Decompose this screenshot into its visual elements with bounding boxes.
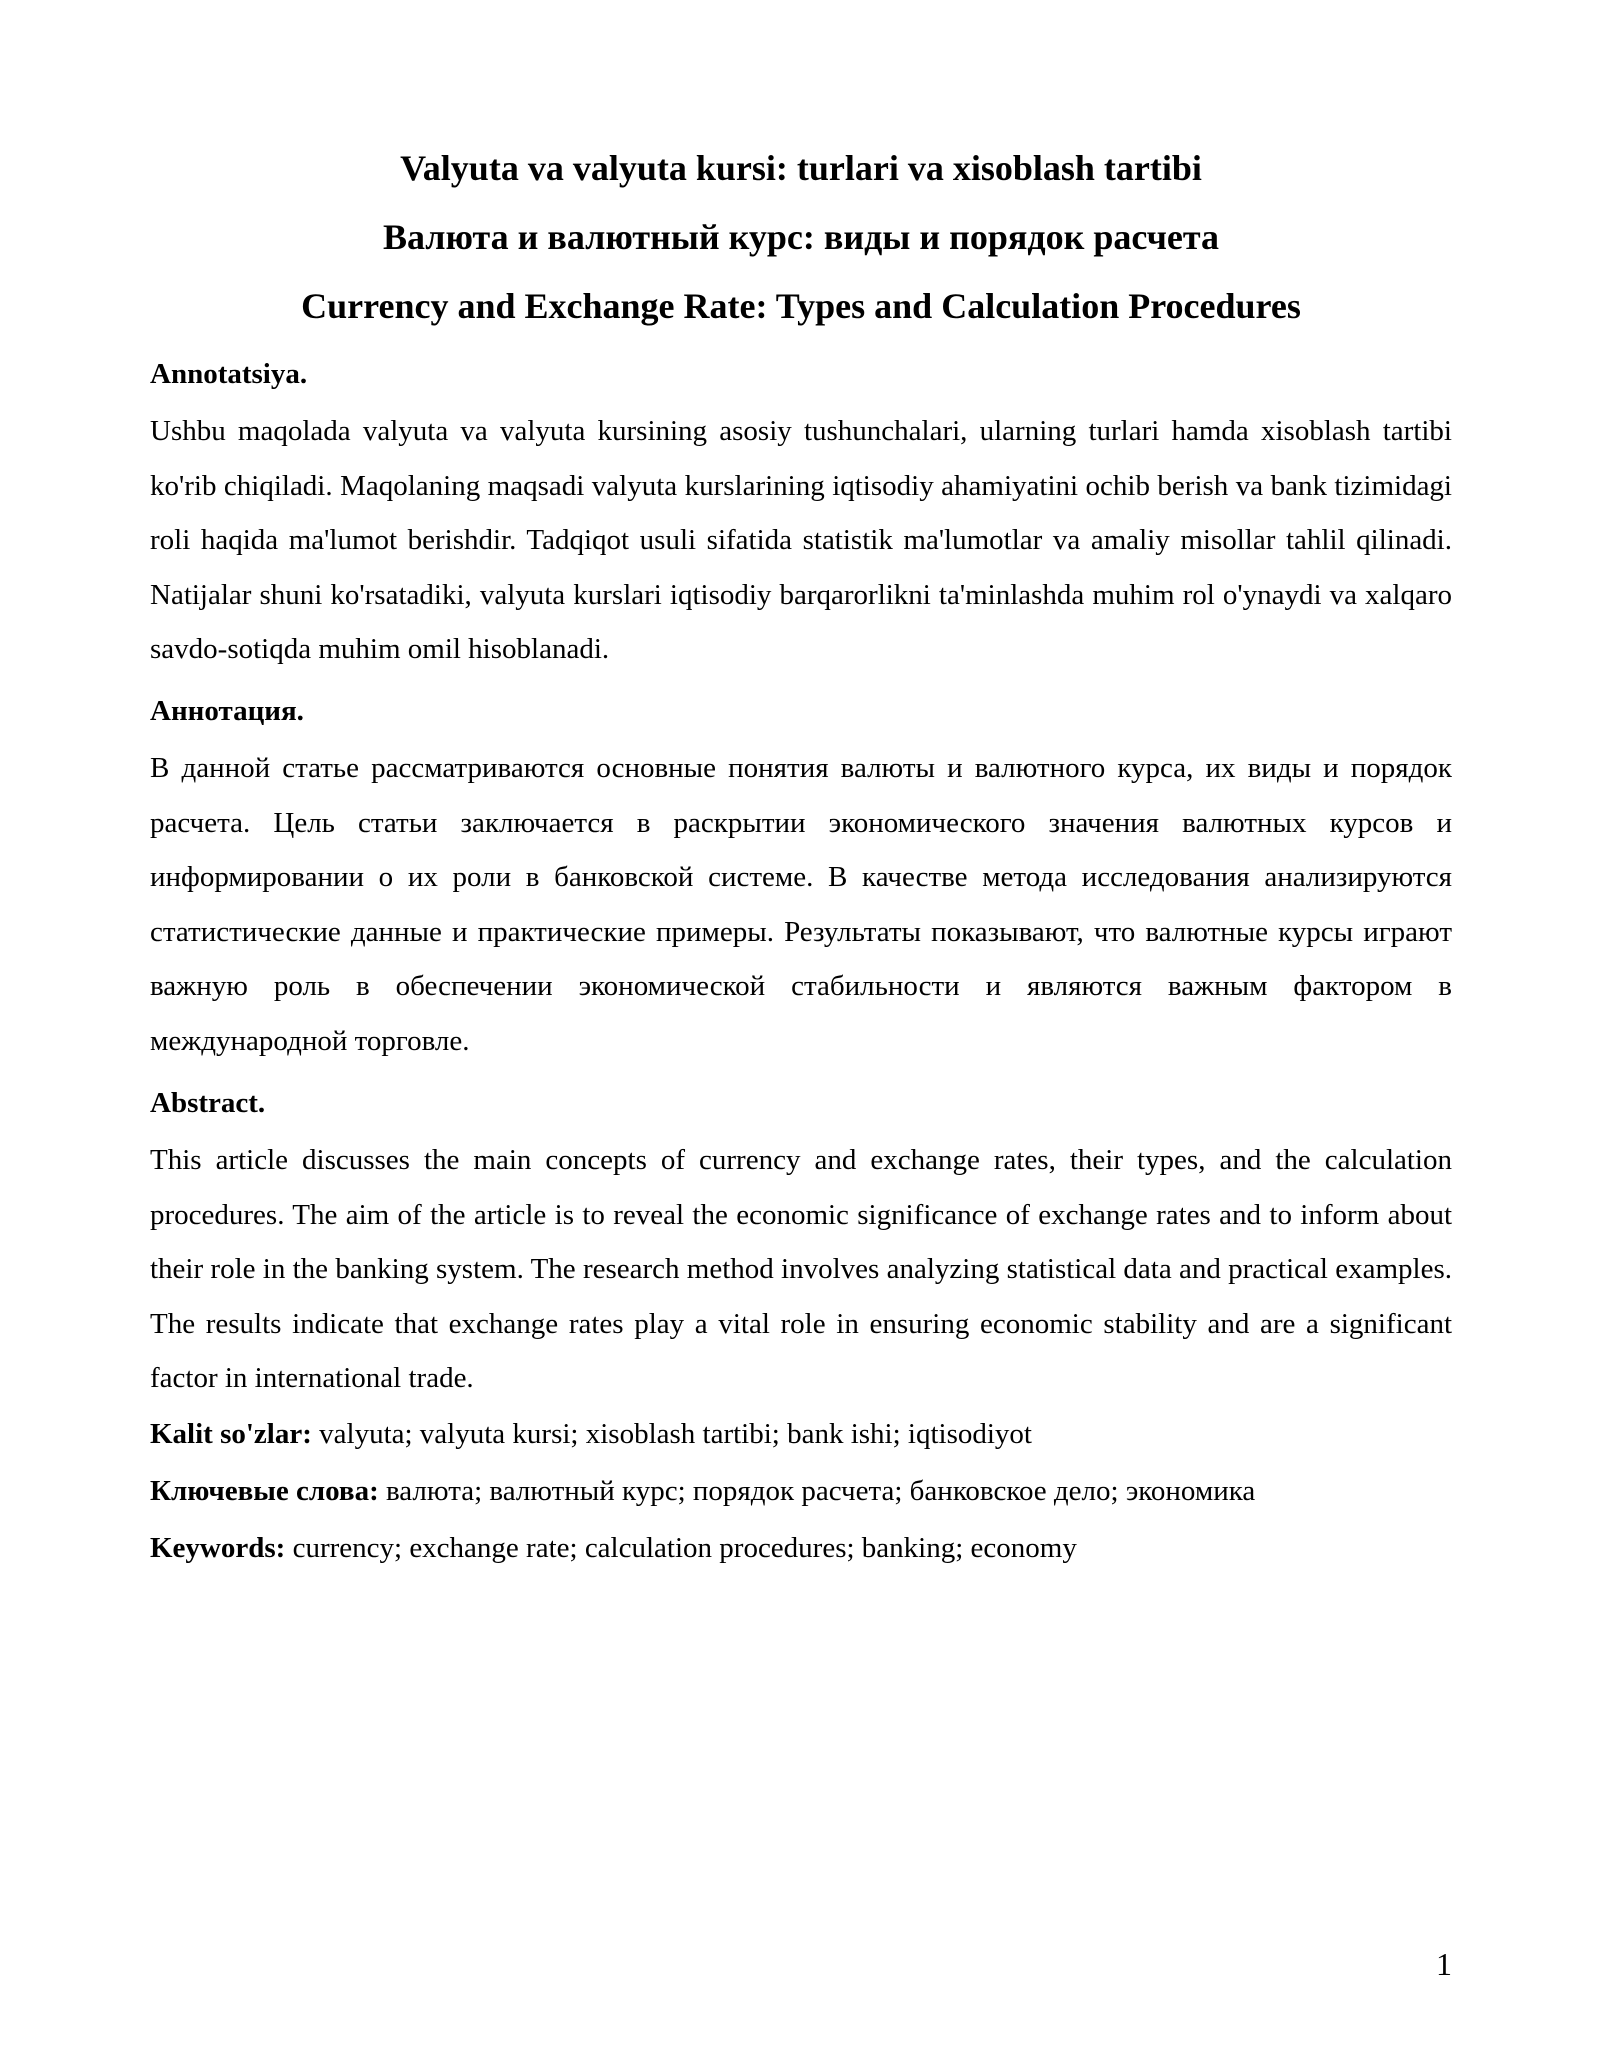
keywords-list-russian: валюта; валютный курс; порядок расчета; банковское дело; экономика bbox=[378, 1475, 1256, 1507]
keywords-label-russian: Ключевые слова: bbox=[150, 1475, 379, 1507]
keywords-list-english: currency; exchange rate; calculation procedures; banking; economy bbox=[285, 1532, 1077, 1564]
title-english: Currency and Exchange Rate: Types and Calculation Procedures bbox=[301, 286, 1301, 326]
title-uzbek: Valyuta va valyuta kursi: turlari va xisoblash tartibi bbox=[400, 148, 1202, 188]
abstract-text-uzbek: Ushbu maqolada valyuta va valyuta kursining asosiy tushunchalari, ularning turlari hamda xisoblash tartibi ko'rib chiqiladi. Maqolaning maqsadi valyuta kurslarining iqtisodiy ahamiyatini ochib berish va bank tizimidagi roli haqida ma'lumot berishdir. Tadqiqot usuli sifatida statistik ma'lumotlar va amaliy misollar tahlil qilinadi. Natijalar shuni ko'rsatadiki, valyuta kurslari iqtisodiy barqarorlikni ta'minlashda muhim rol o'ynaydi va xalqaro savdo-sotiqda muhim omil hisoblanadi. bbox=[150, 415, 1452, 665]
document-page bbox=[150, 0, 1452, 2070]
abstract-heading-russian: Аннотация. bbox=[150, 695, 304, 727]
keywords-russian bbox=[150, 1473, 1255, 1509]
abstract-text-russian: В данной статье рассматриваются основные понятия валюты и валютного курса, их виды и порядок расчета. Цель статьи заключается в раскрытии экономического значения валютных курсов и информировании о их роли в банковской системе. В качестве метода исследования анализируются статистические данные и практические примеры. Результаты показывают, что валютные курсы играют важную роль в обеспечении экономической стабильности и являются важным фактором в международной торговле. bbox=[150, 752, 1452, 1057]
keywords-english bbox=[150, 1530, 1077, 1566]
keywords-label-english: Keywords: bbox=[150, 1532, 286, 1564]
page-number: 1 bbox=[1436, 1946, 1452, 1982]
keywords-list-uzbek: valyuta; valyuta kursi; xisoblash tartibi; bank ishi; iqtisodiyot bbox=[311, 1418, 1032, 1450]
keywords-label-uzbek: Kalit so'zlar: bbox=[150, 1418, 312, 1450]
keywords-uzbek bbox=[150, 1416, 1032, 1452]
abstract-heading-uzbek: Annotatsiya. bbox=[150, 358, 308, 390]
abstract-heading-english: Abstract. bbox=[150, 1087, 266, 1119]
title-russian: Валюта и валютный курс: виды и порядок расчета bbox=[382, 217, 1220, 257]
abstract-text-english: This article discusses the main concepts of currency and exchange rates, their types, and the calculation procedures. The aim of the article is to reveal the economic significance of exchange rates and to inform about their role in the banking system. The research method involves analyzing statistical data and practical examples. The results indicate that exchange rates play a vital role in ensuring economic stability and are a significant factor in international trade. bbox=[150, 1144, 1452, 1394]
